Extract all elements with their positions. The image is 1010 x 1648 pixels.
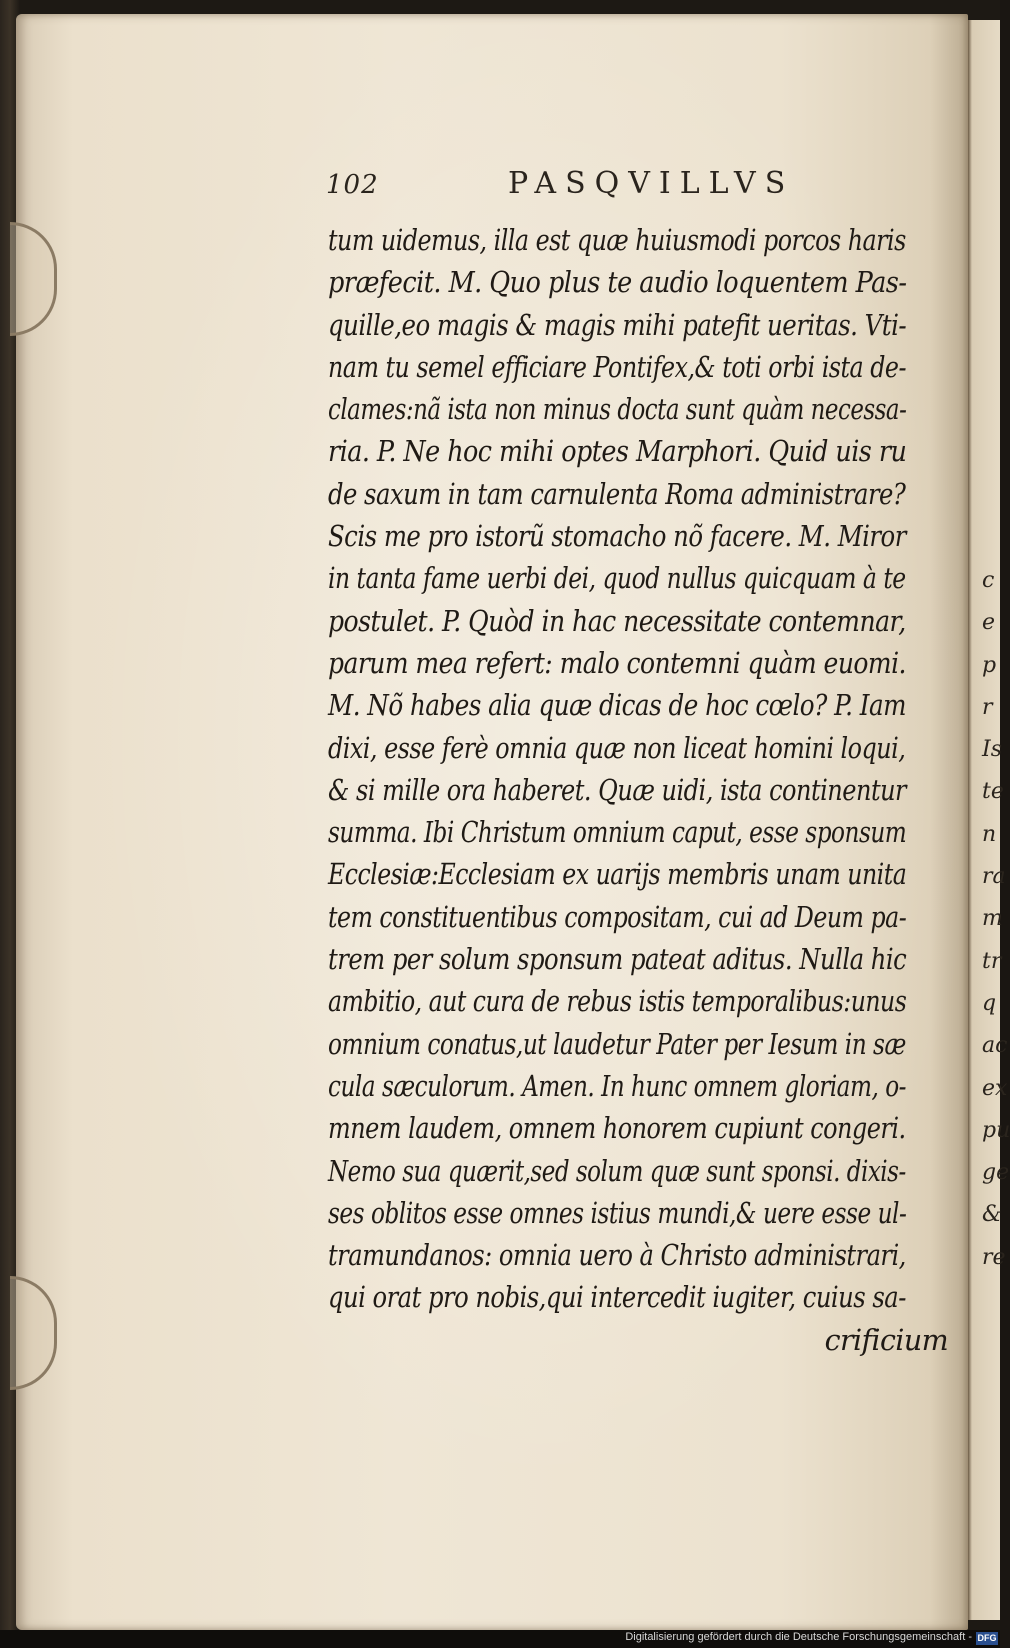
text-line: præfecit. M. Quo plus te audio loquentem Pas-: [328, 266, 907, 300]
text-line: tum uidemus, illa est quæ huiusmodi porcos haris: [328, 224, 906, 257]
facing-page-fragment: p: [982, 652, 997, 678]
text-line: M. Nõ habes alia quæ dicas de hoc cœlo? P. Iam: [328, 689, 906, 723]
text-line: de saxum in tam carnulenta Roma administrare?: [328, 477, 906, 511]
binding-ring-bottom: [10, 1276, 57, 1390]
facing-page-fragment: ex: [982, 1075, 1008, 1101]
text-line: nam tu semel efficiare Pontifex,& toti orbi ista de-: [328, 350, 906, 384]
facing-page-fragment: q: [982, 990, 997, 1016]
text-line: Nemo sua quærit,sed solum quæ sunt sponsi. dixis-: [328, 1154, 906, 1188]
text-line: ambitio, aut cura de rebus istis temporalibus:unus: [328, 985, 907, 1019]
text-line: dixi, esse ferè omnia quæ non liceat homini loqui,: [328, 731, 906, 765]
facing-page-fragment: ac: [982, 1033, 1008, 1059]
facing-page-fragment: r: [982, 694, 993, 720]
facing-page-fragment: n: [982, 821, 997, 847]
text-line: postulet. P. Quòd in hac necessitate contemnar,: [328, 604, 906, 638]
text-line: ses oblitos esse omnes istius mundi,& uere esse ul-: [328, 1196, 907, 1230]
facing-page-fragment: tr: [982, 948, 1002, 974]
running-title: PASQVILLVS: [508, 166, 795, 201]
facing-page-fragment: &: [982, 1202, 1002, 1228]
facing-page-fragment: pu: [982, 1117, 1010, 1143]
text-line: qui orat pro nobis,qui intercedit iugiter, cuius sa-: [328, 1281, 906, 1315]
facing-page-fragment: e: [982, 610, 996, 636]
facing-page-fragment: Is: [982, 737, 1002, 763]
text-line: in tanta fame uerbi dei, quod nullus quicquam à te: [328, 562, 906, 596]
text-line: ria. P. Ne hoc mihi optes Marphori. Quid uis ru: [328, 435, 907, 469]
binding-ring-top: [10, 222, 57, 336]
dfg-logo: DFG: [977, 1633, 997, 1643]
text-line: summa. Ibi Christum omnium caput, esse sponsum: [328, 816, 907, 850]
facing-page-fragment: te: [982, 779, 1004, 805]
text-line: Ecclesiæ:Ecclesiam ex uarijs membris unam unita: [328, 858, 907, 892]
facing-page-fragment: c: [982, 568, 995, 593]
text-line: Scis me pro istorũ stomacho nõ facere. M. Miror: [328, 520, 906, 554]
facing-page-fragment: ge: [982, 1160, 1010, 1186]
funding-credit: Digitalisierung gefördert durch die Deutsche Forschungsgemeinschaft -: [625, 1631, 972, 1643]
footer-bar: [0, 1630, 1000, 1648]
facing-page-fragment: re: [982, 1244, 1006, 1270]
running-head: [326, 166, 946, 206]
text-line: tramundanos: omnia uero à Christo administrari,: [328, 1239, 906, 1273]
facing-page-fragment: ra: [982, 864, 1006, 890]
text-line: cula sæculorum. Amen. In hunc omnem gloriam, o-: [328, 1069, 906, 1103]
text-line: omnium conatus,ut laudetur Pater per Iesum in sæ: [328, 1027, 906, 1061]
text-line: tem constituentibus compositam, cui ad Deum pa-: [328, 900, 907, 934]
page-number: 102: [326, 170, 379, 200]
text-line: quille,eo magis & magis mihi patefit ueritas. Vti-: [328, 308, 907, 342]
text-line: & si mille ora haberet. Quæ uidi, ista continentur: [328, 773, 907, 807]
facing-page-fragments: [982, 560, 1010, 1279]
text-line: trem per solum sponsum pateat aditus. Nulla hic: [328, 943, 907, 977]
text-line: parum mea refert: malo contemni quàm euomi.: [328, 646, 906, 680]
book-page: [16, 14, 968, 1630]
body-text: [328, 220, 948, 1362]
catchword: crificium: [824, 1323, 948, 1357]
facing-page-fragment: m: [982, 906, 1003, 932]
text-line: mnem laudem, omnem honorem cupiunt congeri.: [328, 1112, 906, 1146]
text-line: clames:nã ista non minus docta sunt quàm necessa-: [328, 393, 907, 427]
